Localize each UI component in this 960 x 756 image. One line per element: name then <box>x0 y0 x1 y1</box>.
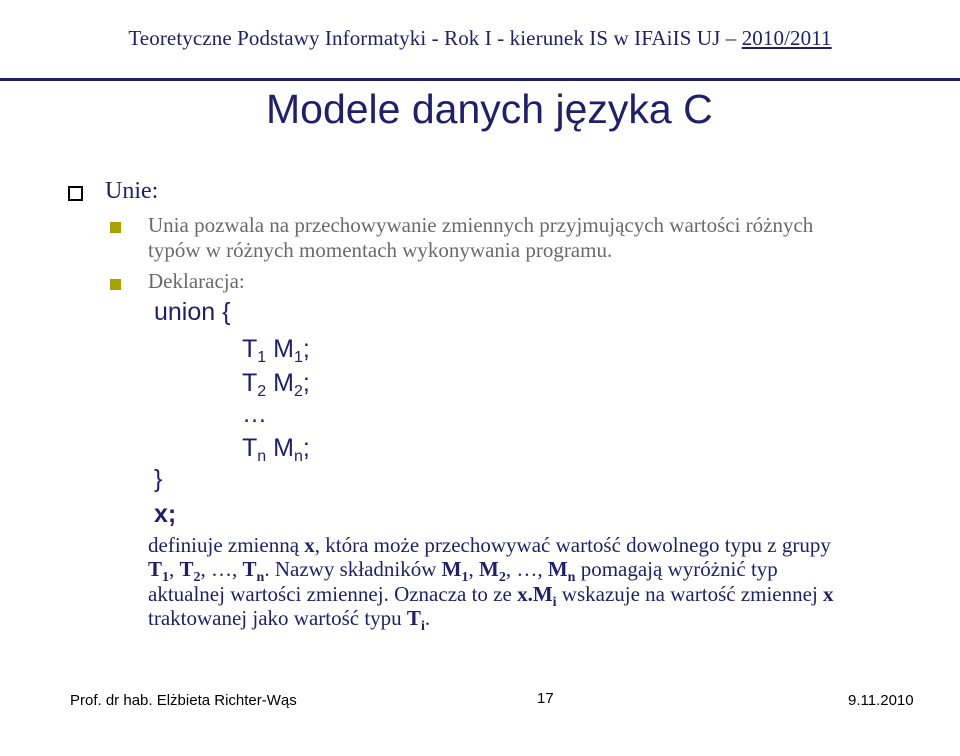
filled-square-bullet-icon <box>110 279 121 290</box>
page-number: 17 <box>537 690 554 707</box>
paragraph-line-2: $T_1$, $T_2$, …, $T_n$. Nazwy składników $M_1$, $M_2$, …, $M_n$ pomagają wyróżnić typ <box>148 557 778 585</box>
code-variable: x; <box>154 500 177 528</box>
header-rule <box>0 78 960 81</box>
bullet-text-1-continued: typów w różnych momentach wykonywania programu. <box>148 238 613 262</box>
paragraph-line-4: traktowanej jako wartość typu $T_i$. <box>148 606 431 634</box>
bullet-text-1: Unia pozwala na przechowywanie zmiennych przyjmujących wartości różnych <box>148 213 814 237</box>
outline-square-bullet-icon <box>68 186 83 201</box>
paragraph-line-3: aktualnej wartości zmiennej. Oznacza to ze $x.M_i$ wskazuje na wartość zmiennej x <box>148 582 834 610</box>
slide-title: Modele danych języka C <box>266 86 713 132</box>
filled-square-bullet-icon <box>110 222 121 233</box>
section-label: Unie: <box>105 178 159 204</box>
code-member-n: $T_n$ $M_n$; <box>242 434 310 465</box>
bullet-text-2: Deklaracja: <box>148 269 245 293</box>
header-text: Teoretyczne Podstawy Informatyki - Rok I - kierunek IS w IFAiIS UJ – <box>128 26 742 50</box>
footer-date: 9.11.2010 <box>848 692 914 709</box>
course-header <box>0 26 960 51</box>
footer-author: Prof. dr hab. Elżbieta Richter-Wąs <box>70 692 297 709</box>
code-union-open: union { <box>154 298 231 326</box>
code-ellipsis: … <box>242 400 267 428</box>
header-year: 2010/2011 <box>741 26 832 50</box>
code-member-1: $T_1$ $M_1$; <box>242 335 310 366</box>
code-close-brace: } <box>154 465 163 493</box>
paragraph-line-1: definiuje zmienną x, która może przechowywać wartość dowolnego typu z grupy <box>148 533 831 557</box>
code-member-2: $T_2$ $M_2$; <box>242 369 310 400</box>
